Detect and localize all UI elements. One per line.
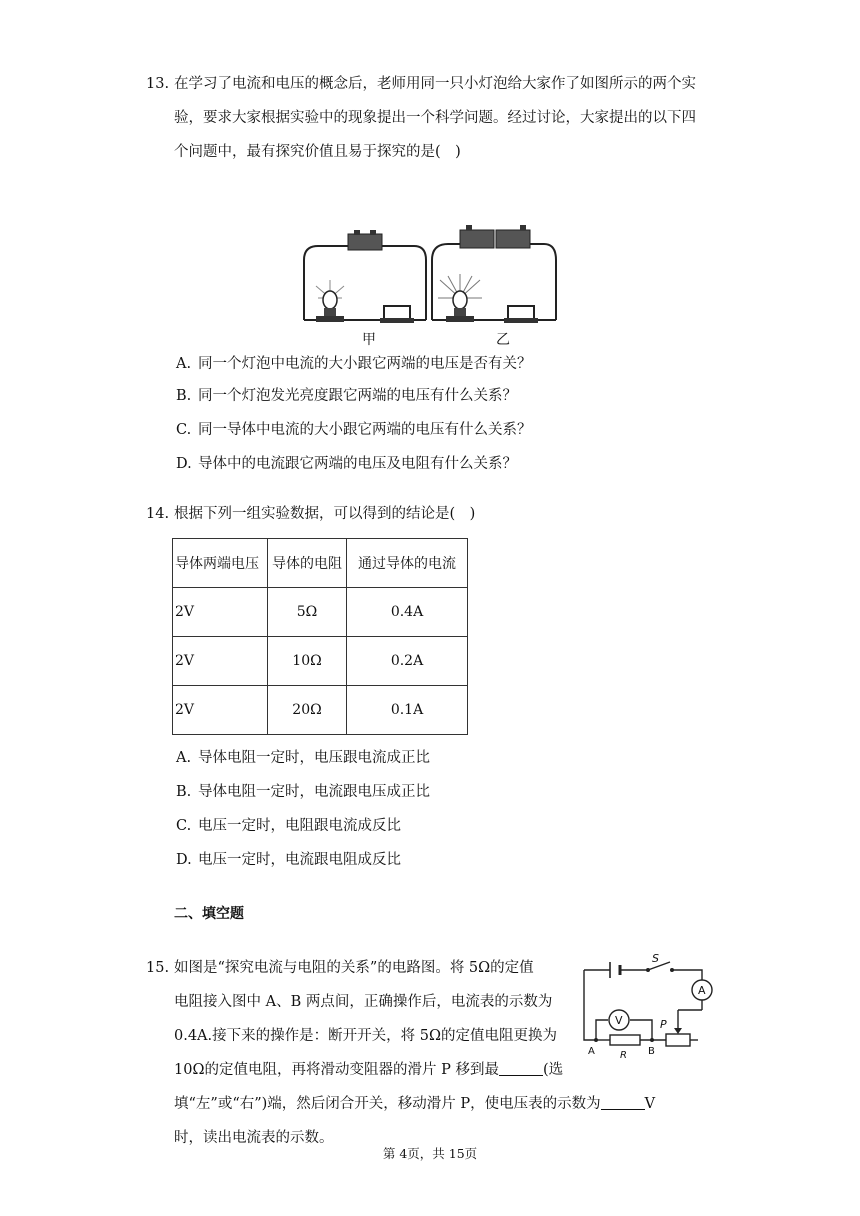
q14-option-a-letter: A. [176,750,192,766]
q14-option-d[interactable] [176,850,401,870]
q15-circuit-diagram [580,950,730,1062]
q15-line3: 0.4A.接下来的操作是：断开开关，将 5Ω的定值电阻更换为 [174,1028,557,1044]
q13-option-b-letter: B. [176,388,192,404]
q13-stem-line1: 在学习了电流和电压的概念后，老师用同一只小灯泡给大家作了如图所示的两个实 [174,76,696,92]
table-cell-voltage: 2V [173,588,268,637]
circuit-slider-label: P [660,1018,667,1031]
q15-line6: 时，读出电流表的示数。 [174,1130,334,1146]
circuit-resistor-label: R [620,1050,627,1061]
q13-label-jia: 甲 [362,332,376,348]
q14-option-b[interactable] [176,782,430,802]
q13-stem-line3: 个问题中，最有探究价值且易于探究的是( ) [174,144,461,160]
q15-line1: 如图是“探究电流与电阻的关系”的电路图。将 5Ω的定值 [174,960,534,976]
circuit-ammeter-label: A [698,984,706,997]
table-cell-resistance: 20Ω [268,686,347,735]
q15-line5 [174,1094,655,1114]
q14-stem: 根据下列一组实验数据，可以得到的结论是( ) [174,506,476,522]
q15-blank-voltage[interactable] [601,1095,645,1110]
q14-option-a[interactable] [176,748,430,768]
q14-data-table [172,538,468,735]
q13-number: 13. [146,76,170,92]
q14-option-c-text: 电压一定时，电阻跟电流成反比 [198,818,401,834]
table-cell-resistance: 5Ω [268,588,347,637]
q13-option-a-text: 同一个灯泡中电流的大小跟它两端的电压是否有关？ [198,356,532,372]
circuit-switch-label: S [652,952,659,965]
q15-number: 15. [146,960,170,976]
circuit-voltmeter-label: V [615,1014,623,1027]
table-header-current: 通过导体的电流 [347,539,468,588]
q15-line5-tail: V [644,1096,656,1112]
table-cell-current: 0.2A [347,637,468,686]
q14-option-a-text: 导体电阻一定时，电压跟电流成正比 [198,750,430,766]
page-footer: 第 4页，共 15页 [382,1146,478,1161]
q13-stem-line2: 验，要求大家根据实验中的现象提出一个科学问题。经过讨论，大家提出的以下四 [174,110,696,126]
q13-option-a-letter: A. [176,356,192,372]
table-header-resistance: 导体的电阻 [268,539,347,588]
q14-option-d-letter: D. [176,852,192,868]
q13-option-d-text: 导体中的电流跟它两端的电压及电阻有什么关系？ [198,456,517,472]
q15-line4 [174,1060,563,1080]
q13-option-b[interactable] [176,386,517,406]
q14-option-d-text: 电压一定时，电流跟电阻成反比 [198,852,401,868]
table-cell-resistance: 10Ω [268,637,347,686]
q15-line4-tail: (选 [542,1062,564,1078]
q13-option-a[interactable] [176,354,532,374]
q13-figure [298,220,560,350]
table-header-voltage: 导体两端电压 [173,539,268,588]
q14-option-c-letter: C. [176,818,192,834]
table-cell-voltage: 2V [173,637,268,686]
q13-option-b-text: 同一个灯泡发光亮度跟它两端的电压有什么关系？ [198,388,517,404]
q15-line2: 电阻接入图中 A、B 两点间，正确操作后，电流表的示数为 [174,994,553,1010]
table-row [173,588,468,637]
q14-option-b-letter: B. [176,784,192,800]
table-cell-voltage: 2V [173,686,268,735]
q13-option-c-letter: C. [176,422,192,438]
q15-line4-text: 10Ω的定值电阻，再将滑动变阻器的滑片 P 移到最 [174,1062,499,1078]
q15-blank-direction[interactable] [499,1061,543,1076]
q13-option-d[interactable] [176,454,517,474]
table-row [173,686,468,735]
circuit-point-a-label: A [588,1046,595,1057]
q14-option-b-text: 导体电阻一定时，电流跟电压成正比 [198,784,430,800]
q14-number: 14. [146,506,170,522]
q14-option-c[interactable] [176,816,401,836]
circuit-point-b-label: B [648,1046,655,1057]
q13-option-c[interactable] [176,420,532,440]
table-header-row [173,539,468,588]
table-cell-current: 0.1A [347,686,468,735]
table-cell-current: 0.4A [347,588,468,637]
q13-label-yi: 乙 [496,332,510,348]
q13-option-d-letter: D. [176,456,192,472]
q15-line5-text: 填“左”或“右”)端，然后闭合开关，移动滑片 P，使电压表的示数为 [174,1096,601,1112]
table-row [173,637,468,686]
section-title: 二、填空题 [174,906,244,922]
q13-option-c-text: 同一导体中电流的大小跟它两端的电压有什么关系？ [198,422,532,438]
